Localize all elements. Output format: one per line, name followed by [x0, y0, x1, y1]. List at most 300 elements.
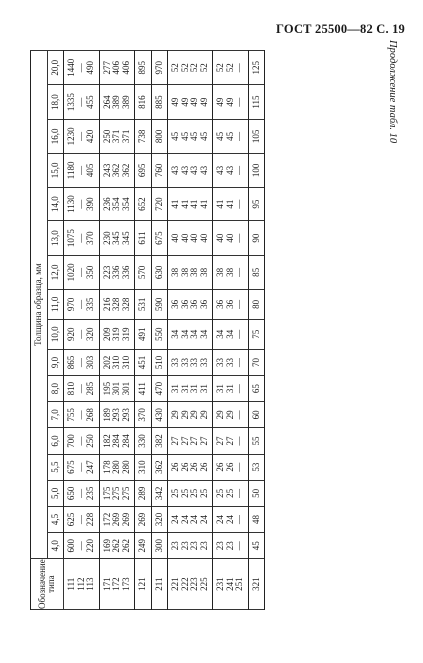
- value: 31: [189, 384, 199, 394]
- type-code: 113: [85, 577, 95, 591]
- value-cell: [64, 428, 100, 454]
- value: 390: [85, 197, 95, 211]
- value: 328: [111, 297, 121, 312]
- value: —: [234, 515, 244, 525]
- type-code: 211: [153, 577, 164, 591]
- value-cell: [213, 187, 249, 221]
- value-cell: [99, 187, 135, 221]
- value: 45: [224, 131, 235, 141]
- value: 220: [85, 538, 95, 553]
- value-cell: [248, 402, 265, 428]
- value: 24: [198, 515, 209, 525]
- value: —: [234, 165, 244, 175]
- value-cell: [213, 454, 249, 480]
- value-cell: [64, 85, 100, 119]
- value: 26: [224, 462, 235, 472]
- value: 29: [170, 410, 180, 420]
- value: —: [75, 165, 86, 175]
- type-column-header: Обозначение типа: [31, 559, 64, 610]
- value: 202: [101, 355, 112, 370]
- value: 189: [101, 408, 112, 422]
- value: 100: [250, 163, 261, 178]
- thickness-cell: 11,0: [48, 290, 64, 320]
- value-cell: [151, 402, 168, 428]
- value: 362: [111, 163, 121, 178]
- value: —: [234, 63, 244, 73]
- value: 25: [189, 488, 199, 498]
- value-cell: [135, 428, 152, 454]
- value: 178: [101, 460, 112, 474]
- value: 406: [120, 60, 131, 75]
- value: 310: [137, 460, 147, 474]
- type-cell: [99, 559, 135, 610]
- value: 342: [153, 486, 164, 501]
- value-cell: [135, 187, 152, 221]
- value: 38: [215, 267, 225, 277]
- type-cell: [151, 559, 168, 610]
- value: 235: [85, 486, 95, 501]
- value-cell: [248, 480, 265, 506]
- value: 24: [215, 515, 225, 525]
- value: 816: [137, 95, 147, 109]
- value: 810: [66, 381, 76, 396]
- value: 43: [170, 165, 180, 175]
- value-cell: [213, 119, 249, 153]
- value-cell: [64, 454, 100, 480]
- type-code: 241: [224, 577, 235, 591]
- value-cell: [64, 290, 100, 320]
- value: 389: [111, 95, 121, 109]
- value: 49: [215, 97, 225, 107]
- value: 675: [66, 460, 76, 474]
- value: —: [234, 462, 244, 472]
- value: 33: [215, 357, 225, 367]
- value-cell: [64, 506, 100, 532]
- value: 345: [120, 231, 131, 245]
- value-cell: [135, 255, 152, 289]
- value-cell: [99, 290, 135, 320]
- table-row: [64, 51, 100, 610]
- value: 970: [66, 297, 76, 312]
- value: 264: [101, 95, 112, 109]
- value-cell: [135, 319, 152, 349]
- value: 570: [137, 265, 147, 280]
- value: 491: [137, 327, 147, 342]
- value-cell: [151, 154, 168, 188]
- value: 26: [198, 462, 209, 472]
- value: 105: [250, 129, 261, 144]
- value-cell: [248, 85, 265, 119]
- value-cell: [151, 533, 168, 559]
- value-cell: [168, 187, 213, 221]
- value: 293: [111, 408, 121, 422]
- value-cell: [168, 533, 213, 559]
- type-cell: [213, 559, 249, 610]
- table-row: [99, 51, 135, 610]
- value-cell: [135, 533, 152, 559]
- value: 389: [120, 95, 131, 109]
- value-cell: [168, 480, 213, 506]
- value: 228: [85, 512, 95, 527]
- value: 280: [111, 460, 121, 474]
- value: 29: [179, 410, 190, 420]
- value: —: [75, 299, 86, 309]
- value: —: [234, 357, 244, 367]
- value: —: [75, 436, 86, 446]
- value: —: [234, 233, 244, 243]
- thickness-cell: 9,0: [48, 349, 64, 375]
- value: 280: [120, 460, 131, 474]
- value-cell: [135, 221, 152, 255]
- value: 695: [137, 163, 147, 178]
- value-cell: [213, 51, 249, 85]
- value: 31: [170, 384, 180, 394]
- value: 115: [250, 95, 261, 109]
- value-cell: [135, 376, 152, 402]
- value-cell: [64, 255, 100, 289]
- value-cell: [151, 506, 168, 532]
- value: —: [75, 384, 86, 394]
- table-continuation-label: Продолжение табл. 10: [387, 40, 398, 144]
- value-cell: [64, 376, 100, 402]
- value: 65: [250, 384, 261, 394]
- thickness-cell: 6,0: [48, 428, 64, 454]
- value: 125: [250, 60, 261, 75]
- value: 25: [170, 488, 180, 498]
- value: 1075: [66, 229, 76, 248]
- value-cell: [248, 376, 265, 402]
- value: 27: [198, 436, 209, 446]
- table-row: [248, 51, 265, 610]
- value: 720: [153, 197, 164, 211]
- value: 38: [224, 267, 235, 277]
- value-cell: [99, 428, 135, 454]
- value-cell: [64, 221, 100, 255]
- value: 269: [111, 512, 121, 527]
- value: 895: [137, 60, 147, 75]
- table-row: [135, 51, 152, 610]
- value: 262: [111, 538, 121, 553]
- value: 52: [215, 63, 225, 73]
- value: 300: [153, 538, 164, 553]
- value-cell: [64, 154, 100, 188]
- value: 611: [137, 231, 147, 245]
- value: —: [234, 97, 244, 107]
- thickness-cell: 4,0: [48, 533, 64, 559]
- value: 336: [111, 265, 121, 280]
- value-cell: [99, 376, 135, 402]
- value: —: [75, 131, 86, 141]
- value: 53: [250, 462, 261, 472]
- value: 33: [224, 357, 235, 367]
- value: 354: [120, 197, 131, 211]
- table-row: [213, 51, 249, 610]
- value: 23: [189, 541, 199, 551]
- value: —: [75, 199, 86, 209]
- value: 169: [101, 538, 112, 553]
- type-code: 171: [101, 577, 112, 591]
- value: 320: [153, 512, 164, 527]
- value-cell: [99, 319, 135, 349]
- value: 370: [137, 408, 147, 422]
- value-cell: [151, 480, 168, 506]
- value: 738: [137, 129, 147, 144]
- value: 236: [101, 197, 112, 211]
- value: 293: [120, 408, 131, 422]
- value-cell: [135, 454, 152, 480]
- value-cell: [168, 290, 213, 320]
- value: 243: [101, 163, 112, 178]
- value-cell: [248, 290, 265, 320]
- value: 420: [85, 129, 95, 144]
- value: 328: [120, 297, 131, 312]
- value: 34: [179, 329, 190, 339]
- value: 301: [120, 381, 131, 396]
- value-cell: [99, 402, 135, 428]
- value-cell: [168, 454, 213, 480]
- value: 31: [224, 384, 235, 394]
- value: 1180: [66, 161, 76, 180]
- value-cell: [213, 480, 249, 506]
- value-cell: [135, 349, 152, 375]
- value: 26: [189, 462, 199, 472]
- value-cell: [151, 428, 168, 454]
- value: 223: [101, 265, 112, 280]
- value-cell: [135, 290, 152, 320]
- value: 49: [224, 97, 235, 107]
- type-code: 251: [234, 577, 244, 591]
- value: 25: [224, 488, 235, 498]
- value-cell: [213, 85, 249, 119]
- value: —: [234, 488, 244, 498]
- value: —: [75, 97, 86, 107]
- value: 29: [198, 410, 209, 420]
- value: 625: [66, 512, 76, 527]
- value: 40: [170, 233, 180, 243]
- value: —: [234, 384, 244, 394]
- value-cell: [168, 402, 213, 428]
- value: 23: [215, 541, 225, 551]
- value: 1335: [66, 93, 76, 112]
- value: 43: [198, 165, 209, 175]
- value: 38: [170, 267, 180, 277]
- value-cell: [151, 349, 168, 375]
- value: 49: [179, 97, 190, 107]
- value: 41: [224, 199, 235, 209]
- value-cell: [168, 428, 213, 454]
- thickness-cell: 14,0: [48, 187, 64, 221]
- value: —: [75, 488, 86, 498]
- value: —: [75, 462, 86, 472]
- value: 319: [120, 327, 131, 342]
- type-code: 225: [198, 577, 209, 591]
- value: 455: [85, 95, 95, 109]
- value-cell: [64, 402, 100, 428]
- value: 27: [179, 436, 190, 446]
- value: 277: [101, 60, 112, 75]
- value: 36: [224, 299, 235, 309]
- value: 182: [101, 434, 112, 448]
- value: 406: [111, 60, 121, 75]
- value: 247: [85, 460, 95, 474]
- value: 301: [111, 381, 121, 396]
- value: 36: [215, 299, 225, 309]
- value: 531: [137, 297, 147, 312]
- value-cell: [99, 480, 135, 506]
- thickness-cell: 13,0: [48, 221, 64, 255]
- value: 60: [250, 410, 261, 420]
- value: 405: [85, 163, 95, 178]
- type-code: 223: [189, 577, 199, 591]
- value: 27: [170, 436, 180, 446]
- value-cell: [64, 480, 100, 506]
- value: 45: [189, 131, 199, 141]
- value: 510: [153, 355, 164, 370]
- value: 175: [101, 486, 112, 501]
- value: 45: [170, 131, 180, 141]
- type-cell: [64, 559, 100, 610]
- value: 23: [198, 541, 209, 551]
- table-row: [151, 51, 168, 610]
- value: 41: [189, 199, 199, 209]
- type-code: 172: [111, 577, 121, 591]
- value: 310: [120, 355, 131, 370]
- value-cell: [248, 349, 265, 375]
- value: 382: [153, 434, 164, 448]
- value-cell: [99, 533, 135, 559]
- value: 319: [111, 327, 121, 342]
- value: 27: [224, 436, 235, 446]
- value: 885: [153, 95, 164, 109]
- value: 755: [66, 408, 76, 422]
- value-cell: [248, 221, 265, 255]
- value-cell: [135, 154, 152, 188]
- thickness-cell: 5,5: [48, 454, 64, 480]
- value: —: [75, 63, 86, 73]
- value: 1230: [66, 127, 76, 146]
- value: 284: [111, 434, 121, 448]
- value-cell: [151, 319, 168, 349]
- value: 275: [120, 486, 131, 501]
- thickness-cell: 10,0: [48, 319, 64, 349]
- value-cell: [151, 221, 168, 255]
- value: 630: [153, 265, 164, 280]
- value: —: [234, 267, 244, 277]
- value: 31: [179, 384, 190, 394]
- value: 33: [179, 357, 190, 367]
- value: —: [75, 329, 86, 339]
- value: 31: [198, 384, 209, 394]
- value-cell: [168, 119, 213, 153]
- value-cell: [99, 349, 135, 375]
- value-cell: [99, 154, 135, 188]
- thickness-header: Толщина образца, мм: [31, 51, 48, 559]
- value-cell: [213, 533, 249, 559]
- value: 250: [101, 129, 112, 144]
- value-cell: [64, 349, 100, 375]
- value: 354: [111, 197, 121, 211]
- value: 43: [215, 165, 225, 175]
- value: 90: [250, 233, 261, 243]
- value-cell: [99, 506, 135, 532]
- value: 23: [224, 541, 235, 551]
- value-cell: [168, 319, 213, 349]
- value: 36: [198, 299, 209, 309]
- value-cell: [64, 319, 100, 349]
- value: —: [234, 436, 244, 446]
- value-cell: [213, 349, 249, 375]
- value: 45: [215, 131, 225, 141]
- value: 451: [137, 355, 147, 370]
- value: 172: [101, 512, 112, 527]
- type-code: 111: [66, 577, 76, 591]
- value: —: [234, 410, 244, 420]
- value-cell: [64, 533, 100, 559]
- value-cell: [135, 506, 152, 532]
- value: 33: [198, 357, 209, 367]
- value: 55: [250, 436, 261, 446]
- value-cell: [213, 428, 249, 454]
- value: 195: [101, 381, 112, 396]
- value: 40: [224, 233, 235, 243]
- value: 470: [153, 381, 164, 396]
- value: 700: [66, 434, 76, 448]
- value-cell: [213, 221, 249, 255]
- value: 25: [179, 488, 190, 498]
- value: 36: [189, 299, 199, 309]
- value: 40: [189, 233, 199, 243]
- value: 26: [179, 462, 190, 472]
- value: 1440: [66, 58, 76, 77]
- value: 303: [85, 355, 95, 370]
- value: 41: [215, 199, 225, 209]
- value: 36: [179, 299, 190, 309]
- value: 262: [120, 538, 131, 553]
- value: 38: [198, 267, 209, 277]
- value: 269: [120, 512, 131, 527]
- value-cell: [64, 51, 100, 85]
- value: 85: [250, 267, 261, 277]
- value: 48: [250, 515, 261, 525]
- type-code: 112: [75, 577, 86, 591]
- value: 43: [179, 165, 190, 175]
- value-cell: [135, 51, 152, 85]
- value: 40: [198, 233, 209, 243]
- data-table: [30, 50, 265, 610]
- value-cell: [168, 85, 213, 119]
- value-cell: [213, 255, 249, 289]
- value: 310: [111, 355, 121, 370]
- value: —: [75, 515, 86, 525]
- value: 249: [137, 538, 147, 553]
- value: 362: [120, 163, 131, 178]
- thickness-cell: 15,0: [48, 154, 64, 188]
- value: 80: [250, 299, 261, 309]
- type-code: 221: [170, 577, 180, 591]
- data-table-rotated: [30, 50, 370, 610]
- value: —: [234, 199, 244, 209]
- value: 38: [189, 267, 199, 277]
- value: 29: [224, 410, 235, 420]
- value-cell: [135, 402, 152, 428]
- value: 675: [153, 231, 164, 245]
- value: 95: [250, 199, 261, 209]
- value: 652: [137, 197, 147, 211]
- value: 34: [224, 329, 235, 339]
- value: 40: [179, 233, 190, 243]
- value-cell: [213, 290, 249, 320]
- value: 230: [101, 231, 112, 245]
